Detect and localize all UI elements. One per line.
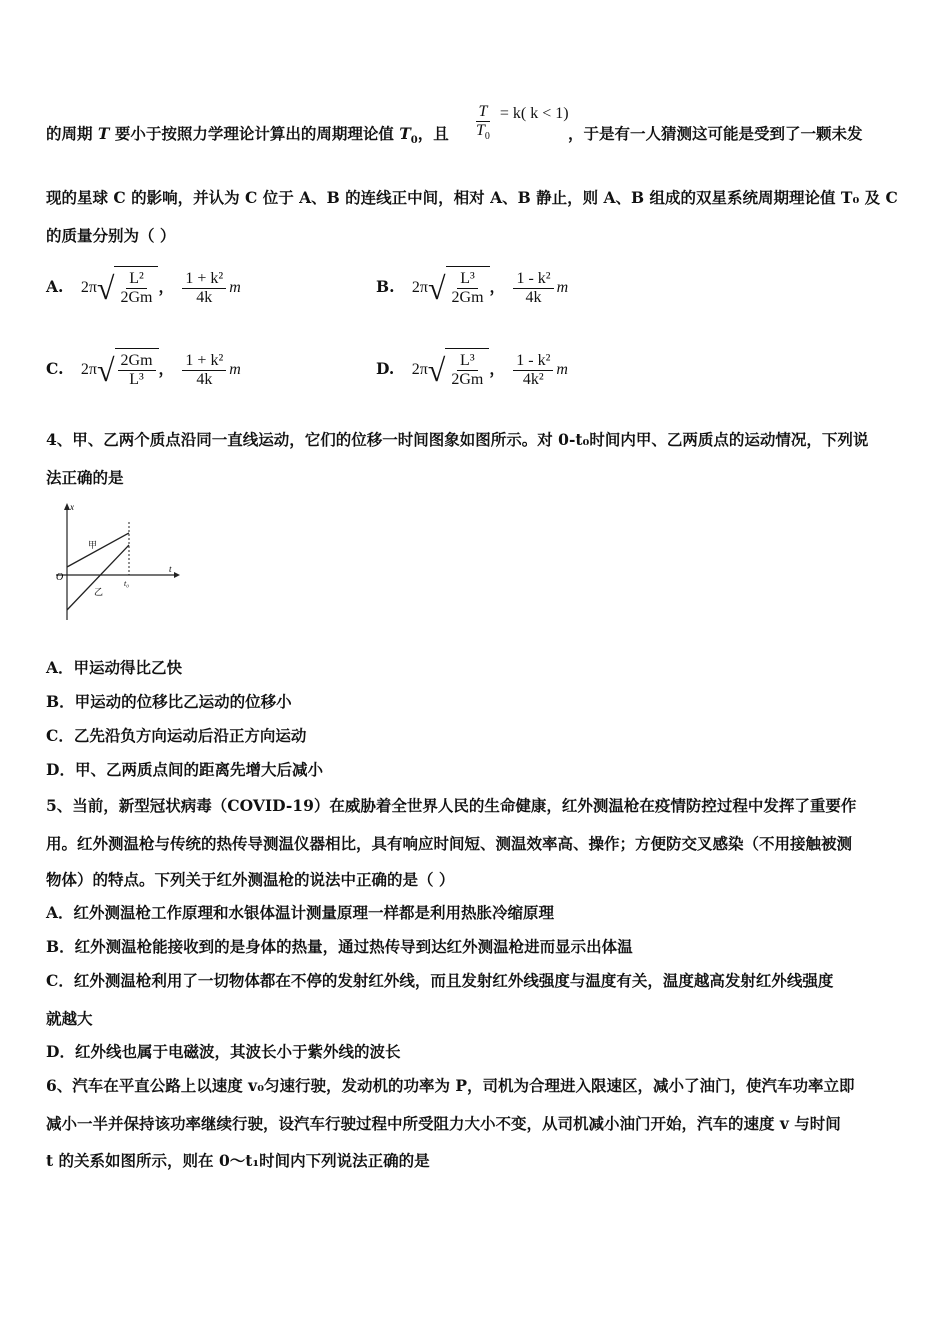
mass-fraction: $\frac{\text{1 - k²}}{4k}$ — [513, 270, 553, 307]
q3-line-2: 现的星球 C 的影响，并认为 C 位于 A、B 的连线正中间，相对 A、B 静止，则 A、B 组成的双星系统周期理论值 T₀ 及 C — [46, 188, 898, 207]
mass-fraction: $\frac{\text{1 + k²}}{4k}$ — [182, 352, 226, 389]
var-T0: T — [399, 124, 411, 143]
var-T: T — [97, 124, 110, 143]
x-axis-label: x — [70, 502, 74, 512]
series-jia-label: 甲 — [88, 541, 98, 551]
q4-option-c: C．乙先沿负方向运动后沿正方向运动 — [46, 726, 307, 745]
t-axis-arrow — [174, 572, 180, 578]
q3-line-3: 的质量分别为（ ） — [46, 226, 176, 245]
q5-option-d: D．红外线也属于电磁波，其波长小于紫外线的波长 — [46, 1042, 401, 1061]
q6-line-1: 6、汽车在平直公路上以速度 v₀匀速行驶，发动机的功率为 P，司机为合理进入限速区，减小了油门，使汽车功率立即 — [46, 1076, 855, 1095]
q5-line-2: 用。红外测温枪与传统的热传导测温仪器相比，具有响应时间短、测温效率高、操作；方便防交叉感染（不用接触被测 — [46, 834, 853, 853]
ratio-fraction: $\frac{T}{T_0}$ — [476, 103, 490, 143]
position-time-graph — [52, 500, 182, 624]
q3-option-c: C. 2π √ $\frac{2Gm}{\text{L³}}$ ， $\frac{\text{1 + k²}}{4k}$ m — [46, 348, 241, 392]
q3-line-1: 的周期 T 要小于按照力学理论计算出的周期理论值 $T_0$，且 — [46, 124, 449, 147]
sqrt-expression: √ $\frac{\text{L²}}{2Gm}$ — [97, 266, 159, 310]
q5-line-1: 5、当前，新型冠状病毒（COVID-19）在威胁着全世界人民的生命健康，红外测温枪在疫情防控过程中发挥了重要作 — [46, 796, 857, 815]
q4-option-b: B．甲运动的位移比乙运动的位移小 — [46, 692, 292, 711]
q5-option-a: A．红外测温枪工作原理和水银体温计测量原理一样都是利用热胀冷缩原理 — [46, 903, 555, 922]
q5-option-b: B．红外测温枪能接收到的是身体的热量，通过热传导到达红外测温枪进而显示出体温 — [46, 937, 633, 956]
sqrt-expression: √ $\frac{\text{L³}}{2Gm}$ — [428, 266, 490, 310]
mass-fraction: $\frac{\text{1 + k²}}{4k}$ — [182, 270, 226, 307]
ratio-condition: = k( k < 1) — [499, 105, 569, 123]
q4-line-2: 法正确的是 — [46, 468, 124, 487]
q3-option-d: D. 2π √ $\frac{\text{L³}}{2Gm}$ ， $\frac{\text{1 - k²}}{\text{4k²}}$ m — [376, 348, 568, 392]
q5-option-c-cont: 就越大 — [46, 1009, 93, 1028]
mass-fraction: $\frac{\text{1 - k²}}{\text{4k²}}$ — [513, 352, 553, 389]
series-yi-label: 乙 — [94, 588, 104, 598]
series-jia-line — [67, 533, 129, 567]
t-axis-label: t — [169, 564, 172, 574]
q5-option-c: C．红外测温枪利用了一切物体都在不停的发射红外线，而且发射红外线强度与温度有关，温度越高发射红外线强度 — [46, 971, 834, 990]
q3-option-a: A. 2π √ $\frac{\text{L²}}{2Gm}$ ， $\frac{\text{1 + k²}}{4k}$ m — [46, 266, 241, 310]
sqrt-expression: √ $\frac{2Gm}{\text{L³}}$ — [97, 348, 159, 392]
q6-line-2: 减小一半并保持该功率继续行驶，设汽车行驶过程中所受阻力大小不变，从司机减小油门开始，汽车的速度 v 与时间 — [46, 1114, 841, 1133]
t0-label: t₀ — [124, 579, 130, 588]
q4-line-1: 4、甲、乙两个质点沿同一直线运动，它们的位移一时间图象如图所示。对 0-t₀时间内甲、乙两质点的运动情况，下列说 — [46, 430, 869, 449]
ratio-formula — [470, 103, 569, 146]
q3-line-1-end: ，于是有一人猜测这可能是受到了一颗未发 — [568, 124, 863, 143]
q5-line-3: 物体）的特点。下列关于红外测温枪的说法中正确的是（ ） — [46, 870, 455, 889]
series-yi-line — [67, 545, 129, 610]
q4-option-d: D．甲、乙两质点间的距离先增大后减小 — [46, 760, 323, 779]
origin-label: O — [56, 572, 64, 583]
q4-option-a: A．甲运动得比乙快 — [46, 658, 183, 677]
q3-option-b: B. 2π √ $\frac{\text{L³}}{2Gm}$ ， $\frac{\text{1 - k²}}{4k}$ m — [376, 266, 568, 310]
sqrt-expression: √ $\frac{\text{L³}}{2Gm}$ — [428, 348, 490, 392]
q6-line-3: t 的关系如图所示，则在 0～t₁时间内下列说法正确的是 — [46, 1151, 430, 1170]
